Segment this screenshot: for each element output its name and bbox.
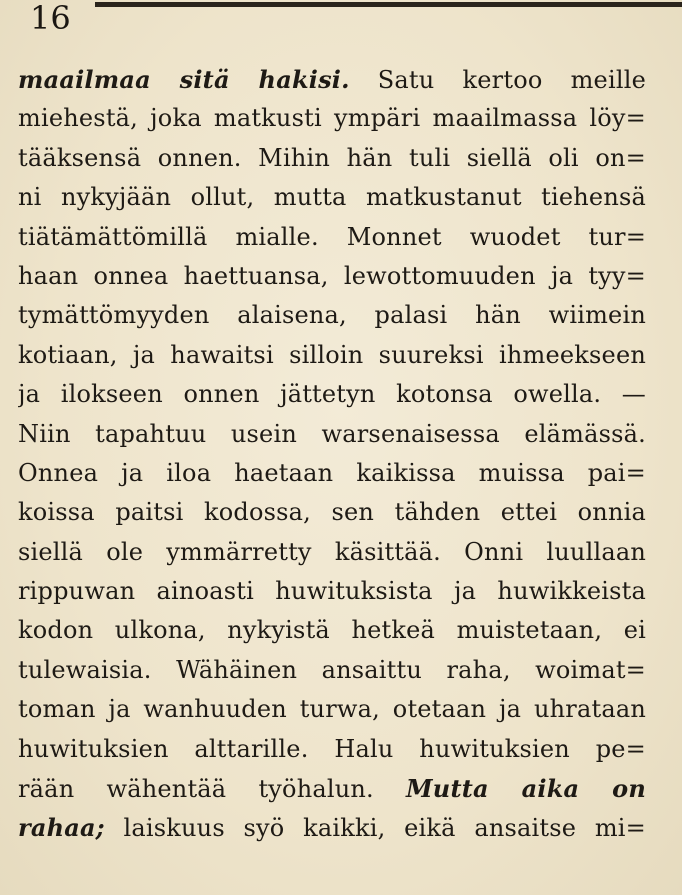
line-text: Onnea ja iloa haetaan kaikissa muissa pai= (18, 458, 646, 487)
text-line (18, 572, 646, 611)
line-text: Niin tapahtuu usein warsenaisessa elämässä. (18, 419, 646, 448)
line-text: ja ilokseen onnen jättetyn kotonsa owella. — (18, 380, 646, 409)
text-line (18, 533, 646, 572)
line-text: koissa paitsi kodossa, sen tähden ettei onnia (18, 498, 646, 527)
text-line (18, 415, 646, 454)
line-text: rippuwan ainoasti huwituksista ja huwikkeista (18, 577, 646, 606)
text-line (18, 730, 646, 769)
line-text: huwituksien alttarille. Halu huwituksien pe= (18, 734, 646, 763)
line-text: tiätämättömillä mialle. Monnet wuodet tur= (18, 222, 646, 251)
text-line (18, 336, 646, 375)
page-number: 16 (30, 0, 71, 37)
text-line (18, 651, 646, 690)
line-text: Satu kertoo meille (377, 66, 646, 94)
text-line (18, 769, 646, 808)
line-text: haan onnea haettuansa, lewottomuuden ja tyy= (18, 261, 646, 290)
text-line (18, 257, 646, 296)
text-line (18, 99, 646, 138)
emphasized-text: Mutta aika on (406, 774, 646, 804)
line-text: tääksensä onnen. Mihin hän tuli siellä oli on= (18, 143, 646, 172)
text-line (18, 178, 646, 217)
line-text: rään wähentää työhalun. (18, 775, 374, 804)
text-line (18, 218, 646, 257)
emphasized-text: rahaa; (18, 813, 105, 843)
line-text: tulewaisia. Wähäinen ansaittu raha, woimat= (18, 655, 646, 684)
line-text: ni nykyjään ollut, mutta matkustanut tiehensä (18, 183, 646, 212)
body-text (18, 60, 646, 848)
line-text: kodon ulkona, nykyistä hetkeä muistetaan, ei (18, 616, 646, 645)
line-text: miehestä, joka matkusti ympäri maailmassa löy= (18, 104, 646, 133)
text-line (18, 296, 646, 335)
text-line (18, 454, 646, 493)
line-text: kotiaan, ja hawaitsi silloin suureksi ihmeekseen (18, 340, 646, 369)
line-text: tymättömyyden alaisena, palasi hän wiimein (18, 301, 646, 330)
line-text: toman ja wanhuuden turwa, otetaan ja uhrataan (18, 695, 646, 724)
text-line (18, 690, 646, 729)
text-line (18, 375, 646, 414)
header-rule (95, 2, 682, 7)
text-line (18, 808, 646, 847)
text-line (18, 60, 646, 99)
text-line (18, 139, 646, 178)
text-line (18, 611, 646, 650)
line-text: siellä ole ymmärretty käsittää. Onni luullaan (18, 537, 646, 566)
text-line (18, 493, 646, 532)
line-text: laiskuus syö kaikki, eikä ansaitse mi= (123, 814, 646, 843)
emphasized-text: maailmaa sitä hakisi. (18, 65, 350, 94)
